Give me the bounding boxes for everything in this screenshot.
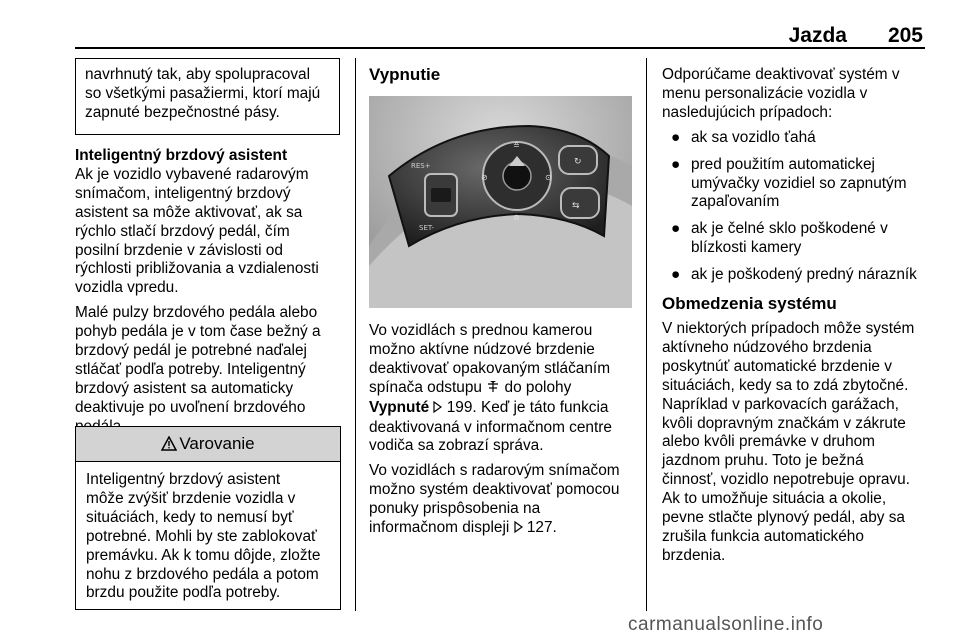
svg-text:≙: ≙ (513, 141, 520, 150)
paragraph-limitations: V niektorých prípadoch môže systém aktívneho núdzového brzdenia poskytnúť automatické brzdenie v situáciách, kedy sa to zdá zbytočné. Napríklad v parkovacích garážach, kvôli dopravným značkám v zákrute alebo kvôli premávke v druhom jazdnom pruhu. Toto je bežná činnosť, vozidlo nepotrebuje opravu. Ak to umožňuje situácia a okolie, pevne stlačte plynový pedál, aby sa zrušila funkcia automatického brzdenia. (662, 319, 915, 564)
column-3-text (662, 66, 932, 572)
box-line: navrhnutý tak, aby spolupracoval (85, 66, 311, 83)
warning-header (76, 427, 340, 462)
warning-title: Varovanie (179, 434, 255, 453)
svg-text:SET-: SET- (419, 224, 435, 232)
bold-off: Vypnuté (369, 398, 430, 416)
bullet-icon: ● (671, 220, 681, 238)
svg-text:↻: ↻ (574, 157, 582, 167)
bullet-icon: ● (671, 155, 681, 173)
watermark: carmanualsonline.info (628, 614, 824, 635)
bullet-icon: ● (671, 128, 681, 146)
header-rule (75, 47, 925, 49)
warning-box (75, 426, 341, 610)
column-separator-2 (646, 58, 647, 611)
page-title: Jazda (788, 24, 847, 47)
list-item: ● ak je poškodený predný nárazník (671, 266, 917, 284)
bullet-icon: ● (671, 266, 681, 284)
page-header (75, 20, 925, 46)
column-separator-1 (355, 58, 356, 611)
reference-arrow-icon (433, 400, 442, 419)
list-item: ● ak sa vozidlo ťahá (671, 128, 816, 146)
paragraph-deactivation-camera: Vo vozidlách s prednou kamerou možno aktívne núdzové brzdenie deaktivovať opakovaným stláčaním spínača odstupu do polohy Vypnuté 199. Keď je táto funkcia deaktivovaná v informačnom centre vodiča sa zobrazí správa. (369, 322, 612, 455)
paragraph-recommendation: Odporúčame deaktivovať systém v menu personalizácie vozidla v nasledujúcich prípadoch: (662, 66, 900, 121)
heading-system-limitations: Obmedzenia systému (662, 294, 837, 314)
svg-text:⊘: ⊘ (481, 173, 488, 182)
subheading-brake-assist: Inteligentný brzdový asistent (75, 147, 288, 164)
box-line: zapnuté bezpečnostné pásy. (85, 103, 280, 121)
list-item: ● ak je čelné sklo poškodené v blízkosti kamery (671, 220, 888, 257)
paragraph-brake-assist-2: Malé pulzy brzdového pedála alebo pohyb pedála je v tom čase bežný a brzdový pedál je potrebné naďalej stláčať podľa potreby. Inteligentný brzdový asistent sa automaticky deaktivuje po uvoľnení brzdového (75, 304, 321, 416)
svg-text:⊙: ⊙ (545, 173, 552, 182)
column-1-text (75, 147, 345, 443)
page-number: 205 (887, 24, 923, 47)
svg-text:⇆: ⇆ (572, 201, 580, 211)
heading-deactivation: Vypnutie (369, 65, 441, 84)
warning-body: Inteligentný brzdový asistent môže zvýšiť brzdenie vozidla v situáciách, kedy to nemusí byť potrebné. Mohli by ste zablokovať premávku. Ak k tomu dôjde, zložte nohu z brzdového pedála a potom brzdu použite podľa potreby. (86, 471, 321, 602)
box-line: so všetkými pasažiermi, ktorí majú (85, 84, 321, 102)
reference-arrow-icon (514, 520, 523, 539)
warning-triangle-icon (161, 429, 177, 463)
paragraph-deactivation-radar: Vo vozidlách s radarovým snímačom možno systém deaktivovať pomocou ponuky prispôsobenia na informačnom displeji 127. (369, 462, 639, 539)
paragraph-brake-assist-1: Ak je vozidlo vybavené radarovým snímačom, inteligentný brzdový asistent sa môže aktivovať, ak sa rýchlo stlačí brzdový pedál, čím posilní brzdenie v závislosti od rýchlosti približovania a vzdialenosti vozidla vpredu. (75, 165, 319, 297)
distance-switch-icon (486, 380, 500, 399)
list-item: ● pred použitím automatickej umývačky vozidiel so zapnutým zapaľovaním (671, 155, 907, 211)
column-2-heading (369, 66, 639, 85)
svg-text:RES+: RES+ (411, 162, 431, 170)
steering-wheel-photo (369, 96, 632, 308)
column-2-text (369, 322, 639, 545)
svg-text:⊚: ⊚ (513, 213, 520, 222)
continued-box (75, 58, 340, 135)
